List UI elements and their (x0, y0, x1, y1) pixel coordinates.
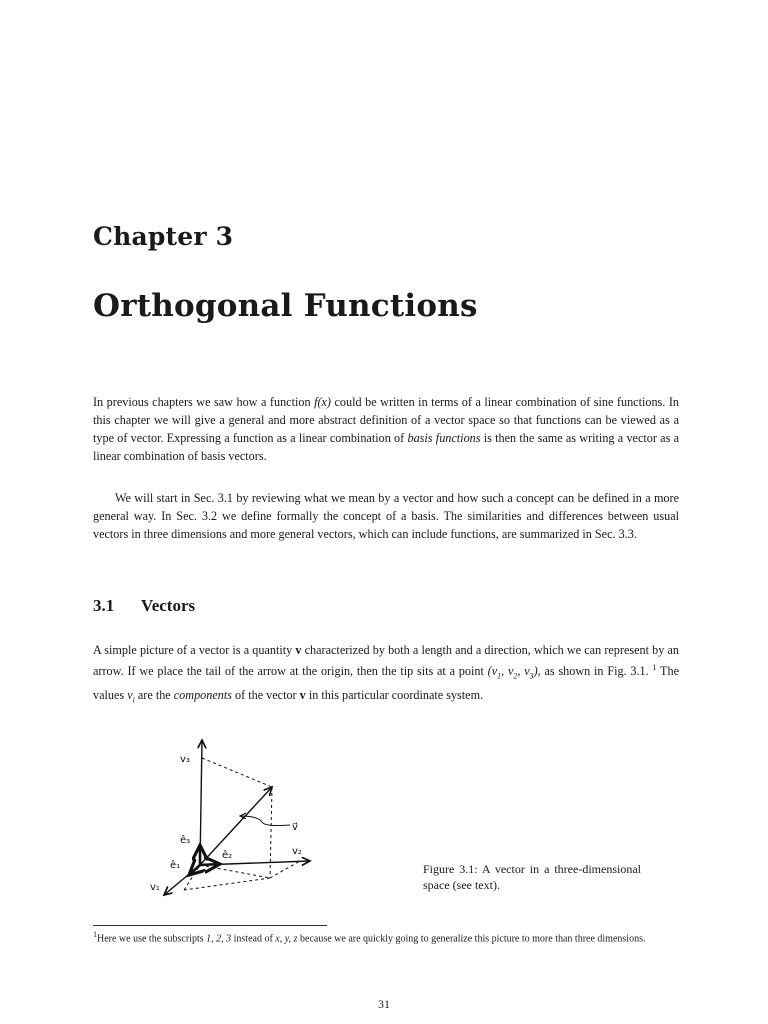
vector-diagram (140, 730, 320, 905)
unit-e2 (200, 864, 220, 865)
label-v2: v₂ (292, 846, 302, 857)
section-paragraph: A simple picture of a vector is a quantity v characterized by both a length and a direction, which we can represent by an arrow. If we place the tail of the arrow at the origin, then the tip sits at a point ($v_1$, $v_2$, $v_3$), as shown in Fig. 3.1. $^1$ The values $v_i$ are the components of the vector v in this particular coordinate system. (93, 643, 679, 704)
footnote-rule (93, 925, 327, 926)
v-pointer (240, 816, 290, 826)
chapter-label: Chapter 3 (93, 222, 234, 251)
vector-v (200, 787, 272, 865)
label-v: v⃗ (292, 822, 298, 833)
intro-paragraph-1: In previous chapters we saw how a function f(x) could be written in terms of a linear combination of sine functions. In this chapter we will give a general and more abstract definition of a vector space so that functions can be viewed as a type of vector. Expressing a function as a linear combination of basis functions is then the same as writing a vector as a linear combination of basis vectors. (93, 395, 680, 463)
footnote: $^1$Here we use the subscripts 1, 2, 3 instead of x, y, z because we are quickly going to generalize this picture to more than three dimensions. (93, 930, 646, 945)
intro-paragraph-2: We will start in Sec. 3.1 by reviewing what we mean by a vector and how such a concept can be defined in a more general way. In Sec. 3.2 we define formally the concept of a basis. The similarities and differences between usual vectors in three dimensions and more general vectors, which can include functions, are summarized in Sec. 3.3. (93, 491, 679, 541)
chapter-title: Orthogonal Functions (93, 288, 478, 324)
label-e2: ê₂ (222, 850, 233, 861)
label-e3: ê₃ (180, 835, 191, 846)
label-e1: ê₁ (170, 860, 181, 871)
page-number: 31 (378, 997, 390, 1011)
figure-caption: Figure 3.1: A vector in a three-dimensional space (see text). (423, 862, 641, 892)
label-v1: v₁ (150, 882, 160, 893)
label-v3: v₃ (180, 754, 190, 765)
section-heading: 3.1 Vectors (93, 596, 196, 615)
